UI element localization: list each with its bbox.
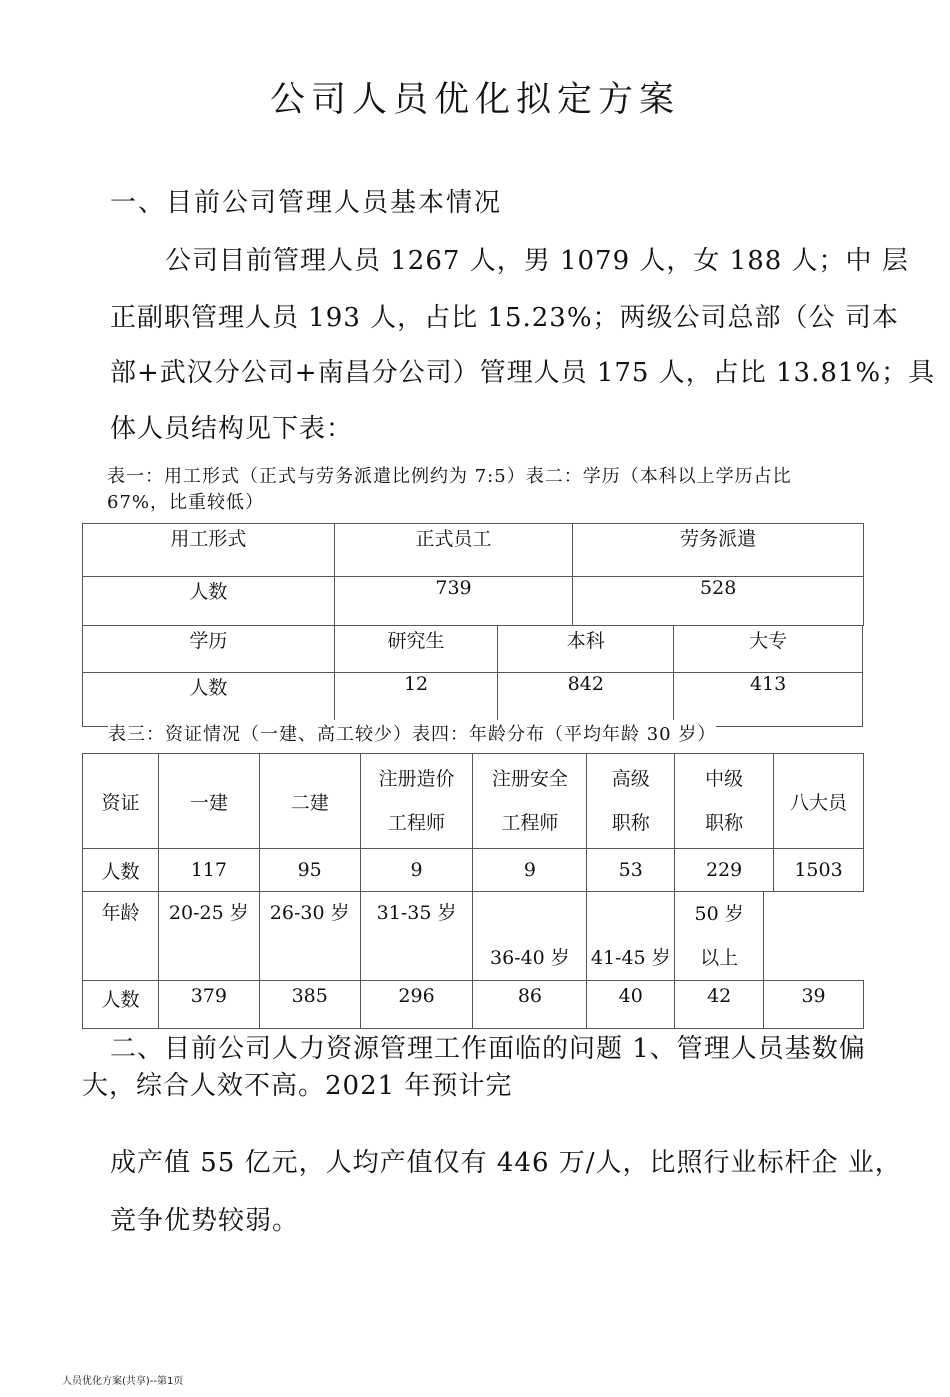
cell-line: 职称	[611, 812, 650, 834]
table-cell	[587, 754, 675, 849]
table-cell: 296	[360, 981, 473, 1029]
table-cell: 36-40 岁	[473, 892, 587, 981]
section1-heading: 一、目前公司管理人员基本情况	[110, 188, 503, 218]
section1-para-line-1: 公司目前管理人员 1267 人，男 1079 人，女 188 人；中 层	[165, 246, 909, 276]
table-header-row	[83, 754, 864, 849]
table-header-row	[83, 626, 863, 673]
table-cell: 9	[473, 849, 587, 892]
cell-line: 中级	[705, 768, 744, 790]
table-cell: 20-25 岁	[158, 892, 259, 981]
document-title: 公司人员优化拟定方案	[269, 80, 680, 120]
table-cell: 本科	[498, 626, 674, 673]
table-cell: 人数	[83, 577, 335, 626]
section2-line-2: 大，综合人效不高。2021 年预计完	[82, 1071, 513, 1101]
cell-line: 职称	[705, 812, 744, 834]
table-cell: 年龄	[83, 892, 159, 981]
section1-para-line-2: 正副职管理人员 193 人，占比 15.23%；两级公司总部（公 司本	[110, 303, 899, 333]
table1-2-caption-line-2: 67%，比重较低）	[107, 492, 265, 513]
certificate-table	[82, 753, 864, 892]
table-cell: 正式员工	[334, 524, 573, 577]
table-cell: 劳务派遣	[573, 524, 864, 577]
table-cell: 二建	[259, 754, 360, 849]
table-cell: 1503	[774, 849, 864, 892]
employment-form-table	[82, 523, 864, 626]
table-row	[83, 981, 864, 1029]
table-cell: 人数	[83, 849, 159, 892]
cell-line: 注册造价	[378, 768, 455, 790]
table1-2-caption-line-1: 表一：用工形式（正式与劳务派遣比例约为 7:5）表二：学历（本科以上学历占比	[107, 466, 792, 487]
section2-line-1: 二、目前公司人力资源管理工作面临的问题 1、管理人员基数偏	[110, 1034, 866, 1064]
section1-para-line-3: 部+武汉分公司+南昌分公司）管理人员 175 人，占比 13.81%；具	[110, 358, 936, 388]
table-cell: 人数	[83, 673, 335, 727]
table-cell	[473, 754, 587, 849]
section1-para-line-4: 体人员结构见下表：	[110, 414, 354, 444]
table-cell: 86	[473, 981, 587, 1029]
age-distribution-table	[82, 891, 864, 1029]
table-cell: 31-35 岁	[360, 892, 473, 981]
table-row	[83, 849, 864, 892]
table-cell: 39	[764, 981, 864, 1029]
section2-line-3: 成产值 55 亿元，人均产值仅有 446 万/人，比照行业标杆企 业，	[110, 1148, 902, 1178]
table-cell	[360, 754, 473, 849]
cell-line: 工程师	[388, 812, 446, 834]
section2-line-4: 竞争优势较弱。	[110, 1206, 300, 1236]
table-cell: 413	[674, 673, 863, 727]
page-footer: 人员优化方案(共享)--第1页	[62, 1376, 184, 1387]
cell-line: 以上	[700, 947, 739, 969]
table-cell: 一建	[158, 754, 259, 849]
table3-4-caption: 表三：资证情况（一建、高工较少）表四：年龄分布（平均年龄 30 岁）	[108, 720, 716, 746]
education-table	[82, 625, 863, 727]
table-row	[83, 577, 864, 626]
table-row	[83, 673, 863, 727]
table-cell: 739	[334, 577, 573, 626]
table-cell: 大专	[674, 626, 863, 673]
table-cell: 95	[259, 849, 360, 892]
table-cell	[675, 892, 764, 981]
table-cell: 12	[334, 673, 498, 727]
table-cell: 41-45 岁	[587, 892, 675, 981]
table-cell: 资证	[83, 754, 159, 849]
table-header-row	[83, 892, 864, 981]
table-cell	[675, 754, 774, 849]
cell-line: 注册安全	[491, 768, 568, 790]
cell-line: 50 岁	[694, 903, 744, 925]
table-cell: 26-30 岁	[259, 892, 360, 981]
table-cell: 528	[573, 577, 864, 626]
table-cell: 53	[587, 849, 675, 892]
table-cell: 842	[498, 673, 674, 727]
table-cell: 40	[587, 981, 675, 1029]
table-cell: 385	[259, 981, 360, 1029]
table-cell: 229	[675, 849, 774, 892]
cell-line: 工程师	[501, 812, 559, 834]
table-cell: 9	[360, 849, 473, 892]
table-cell: 379	[158, 981, 259, 1029]
table-cell: 研究生	[334, 626, 498, 673]
table-cell: 学历	[83, 626, 335, 673]
table-cell: 八大员	[774, 754, 864, 849]
table-cell: 用工形式	[83, 524, 335, 577]
table-cell: 117	[158, 849, 259, 892]
table-cell: 42	[675, 981, 764, 1029]
cell-line: 高级	[611, 768, 650, 790]
table-cell: 人数	[83, 981, 159, 1029]
table-header-row	[83, 524, 864, 577]
